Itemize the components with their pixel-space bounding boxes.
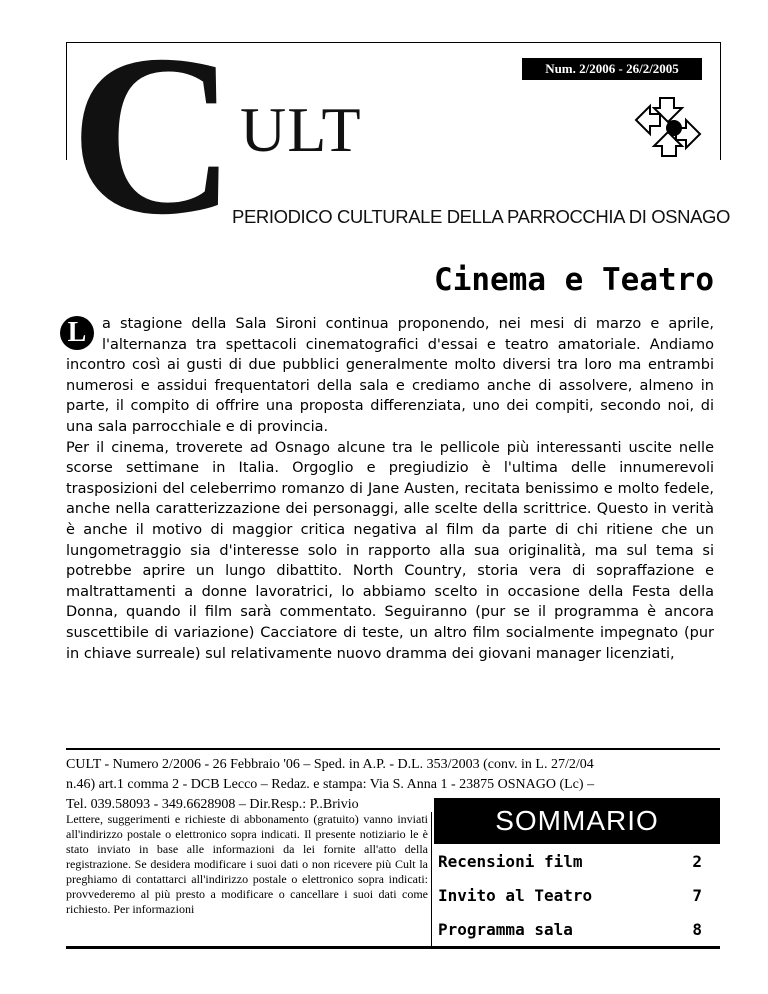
colophon-line-1: CULT - Numero 2/2006 - 26 Febbraio '06 – Sped. in A.P. - D.L. 353/2003 (conv. in L. 27/2/04 (66, 757, 594, 772)
article-paragraph-1 (66, 314, 714, 438)
summary-item[interactable] (434, 844, 720, 878)
section-title: Cinema e Teatro (434, 262, 714, 298)
masthead-title: ULT (240, 94, 362, 165)
masthead-frame-left (66, 42, 67, 160)
article-body (66, 314, 714, 664)
masthead-letter-c: C (70, 7, 237, 262)
summary-item-page: 8 (692, 919, 702, 939)
summary-box (434, 798, 720, 946)
summary-item[interactable] (434, 912, 720, 946)
summary-item-label: Invito al Teatro (438, 885, 593, 905)
masthead-subtitle: PERIODICO CULTURALE DELLA PARROCCHIA DI OSNAGO (232, 206, 731, 227)
summary-item[interactable] (434, 878, 720, 912)
logo-arrow-top (654, 98, 682, 122)
paragraph-1-text: a stagione della Sala Sironi continua proponendo, nei mesi di marzo e aprile, l'alternanza tra spettacoli cinematografici d'essai e teatro amatoriale. Andiamo incontro così ai gusti di due pubblici generalmente molto diversi tra loro ma entrambi numerosi e assidui frequentatori della sala e crediamo anche di assolvere, almeno in parte, il compito di offrire una proposta differenziata, uno dei compiti, secondo noi, di una sala parrocchiale e di provincia. (66, 316, 714, 435)
logo-arrow-bottom (654, 132, 682, 156)
logo-dot (666, 120, 682, 136)
parish-logo-icon (630, 94, 706, 160)
summary-item-label: Programma sala (438, 919, 573, 939)
privacy-note: Lettere, suggerimenti e richieste di abbonamento (gratuito) vanno inviati all'indirizzo postale o elettronico sopra indicati. Il presente notiziario le è stato inviato in base alle informazioni da lei fornite all'atto della registrazione. Se desidera modificare i suoi dati o non ricevere più Cult la preghiamo di contattarci all'indirizzo postale o elettronico sopra indicati: provvederemo al più presto a modificare o cancellare i suoi dati come richiesto. Per informazioni (66, 812, 428, 916)
summary-item-page: 2 (692, 851, 702, 871)
drop-cap: L (60, 316, 94, 350)
column-separator (431, 812, 432, 946)
summary-item-page: 7 (692, 885, 702, 905)
summary-item-label: Recensioni film (438, 851, 583, 871)
article-paragraph-2: Per il cinema, troverete ad Osnago alcune tra le pellicole più interessanti uscite nelle scorse settimane in Italia. Orgoglio e pregiudizio è l'ultima delle innumerevoli trasposizioni del celeberrimo romanzo di Jane Austen, recitata benissimo e molto fedele, anche nella caratterizzazione dei personaggi, alle scelte della scrittrice. Questo in verità è anche il motivo di maggior critica negativa al film da parte di chi ritiene che un lungometraggio sia d'interesse solo in rapporto alla sua originalità, ma sul tema si potrebbe aprire un lungo dibattito. North Country, storia vera di sopraffazione e maltrattamenti a donne lavoratrici, lo abbiamo scelto in occasione della Festa della Donna, quando il film sarà commentato. Seguiranno (pur se il programma è ancora suscettibile di variazione) Cacciatore di teste, un altro film socialmente impegnato (pur in chiave surreale) sul relativamente nuovo dramma dei giovani manager licenziati, (66, 439, 714, 662)
colophon-line-2: n.46) art.1 comma 2 - DCB Lecco – Redaz. e stampa: Via S. Anna 1 - 23875 OSNAGO (Lc) – (66, 777, 595, 792)
masthead-frame-right (720, 42, 721, 160)
issue-badge: Num. 2/2006 - 26/2/2005 (522, 58, 702, 80)
colophon-divider (66, 748, 720, 750)
page-bottom-rule (66, 946, 720, 949)
summary-heading: SOMMARIO (434, 798, 720, 844)
colophon-line-3: Tel. 039.58093 - 349.6628908 – Dir.Resp.: P..Brivio (66, 797, 359, 812)
